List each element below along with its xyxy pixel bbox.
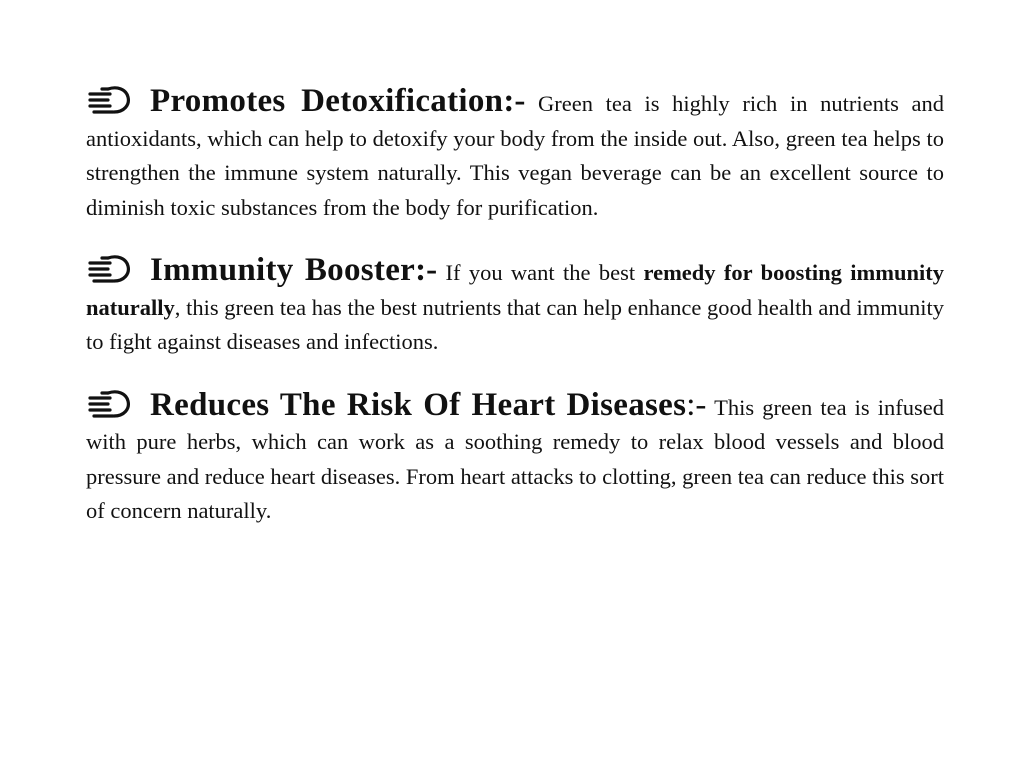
benefit-body: Green tea is highly rich in nutrients and antioxidants, which can help to detoxify your body from the inside out. Also, green tea helps to strengthen the immune system naturally. This vegan beverage can be an excellent source to diminish toxic substances from the body for purification. <box>86 91 945 220</box>
benefit-heart <box>86 388 944 529</box>
pointing-hand-icon <box>86 389 132 419</box>
document-content <box>86 84 944 555</box>
benefit-heading: Reduces The Risk Of Heart Diseases <box>150 386 687 423</box>
benefit-body: If you want the best <box>445 260 636 285</box>
heading-separator: :- <box>686 386 707 423</box>
benefit-body: This green tea is infused with pure herbs, which can work as a soothing remedy to relax blood vessels and blood pressure and reduce heart diseases. From heart attacks to clotting, green tea can reduce this sort of concern naturally. <box>86 394 945 523</box>
benefit-detoxification <box>86 84 944 225</box>
benefit-body-emphasis: remedy for boosting immunity naturally <box>86 260 945 320</box>
benefit-immunity <box>86 253 944 360</box>
pointing-hand-icon <box>86 85 132 115</box>
benefit-heading: Promotes Detoxification <box>150 83 504 119</box>
pointing-hand-icon <box>86 254 132 284</box>
heading-separator: :- <box>503 83 526 119</box>
benefit-heading: Immunity Booster <box>150 252 416 288</box>
benefit-body: , this green tea has the best nutrients that can help enhance good health and immunity to fight against diseases and infections. <box>86 294 944 354</box>
heading-separator: :- <box>415 252 438 288</box>
